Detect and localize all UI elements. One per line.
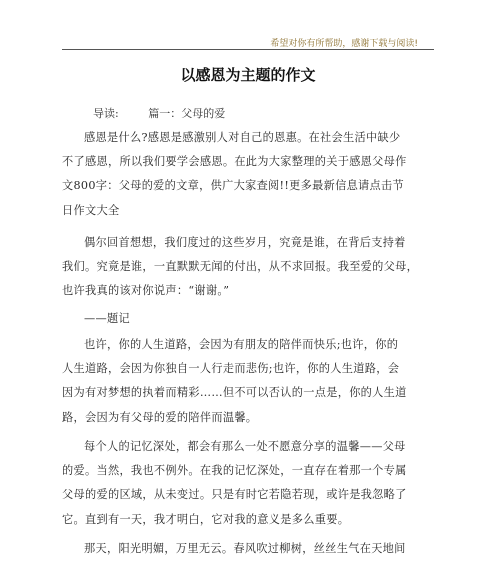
paragraph xyxy=(62,231,434,304)
paragraph xyxy=(62,333,434,430)
text-line: 人生道路，会因为你独自一人行走而悲伤;也许，你的人生道路，会 xyxy=(62,362,400,376)
guide-line xyxy=(93,105,225,121)
text-line: 也许，你的人生道路，会因为有朋友的陪伴而快乐;也许，你的 xyxy=(84,338,399,351)
text-line: 偶尔回首想想，我们度过的这些岁月，究竟是谁，在背后支持着 xyxy=(84,236,406,249)
guide-label: 导读: xyxy=(93,107,119,120)
header-note: 希望对你有所帮助，感谢下载与阅读! xyxy=(270,39,418,49)
paragraph xyxy=(62,537,434,561)
text-line: 父母的爱的区域，从未变过。只是有时它若隐若现，或许是我忽略了 xyxy=(62,488,407,502)
section-title: 篇一：父母的爱 xyxy=(148,107,226,120)
text-line: 日作文大全 xyxy=(62,203,120,217)
text-line: 感恩是什么?感恩是感激别人对自己的恩惠。在社会生活中缺少 xyxy=(84,131,401,144)
text-line: ——题记 xyxy=(84,312,130,325)
text-line: 每个人的记忆深处，都会有那么一处不愿意分享的温馨——父母 xyxy=(84,440,406,453)
text-line: 路，会因为有父母的爱的陪伴而温馨。 xyxy=(62,410,258,424)
header-divider xyxy=(62,49,434,50)
paragraph xyxy=(62,435,434,532)
text-line: 的爱。当然，我也不例外。在我的记忆深处，一直存在着那一个专属 xyxy=(62,464,407,478)
epigraph-signature xyxy=(62,307,434,331)
text-line: 也许我真的该对你说声：“谢谢。” xyxy=(62,284,230,298)
text-line: 它。直到有一天，我才明白，它对我的意义是多么重要。 xyxy=(62,512,350,526)
paragraph-intro xyxy=(62,126,434,223)
text-line: 那天，阳光明媚，万里无云。春风吹过柳树，丝丝生气在天地间 xyxy=(84,542,406,555)
text-line: 因为有对梦想的执着而精彩……但不可以否认的一点是，你的人生道 xyxy=(62,386,407,400)
text-line: 不了感恩，所以我们要学会感恩。在此为大家整理的关于感恩父母作 xyxy=(62,155,407,169)
text-line: 文800字：父母的爱的文章，供广大家查阅!!更多最新信息请点击节 xyxy=(62,179,405,193)
text-line: 我们。究竟是谁，一直默默无闻的付出，从不求回报。我至爱的父母， xyxy=(62,260,419,274)
document-title: 以感恩为主题的作文 xyxy=(180,66,316,84)
